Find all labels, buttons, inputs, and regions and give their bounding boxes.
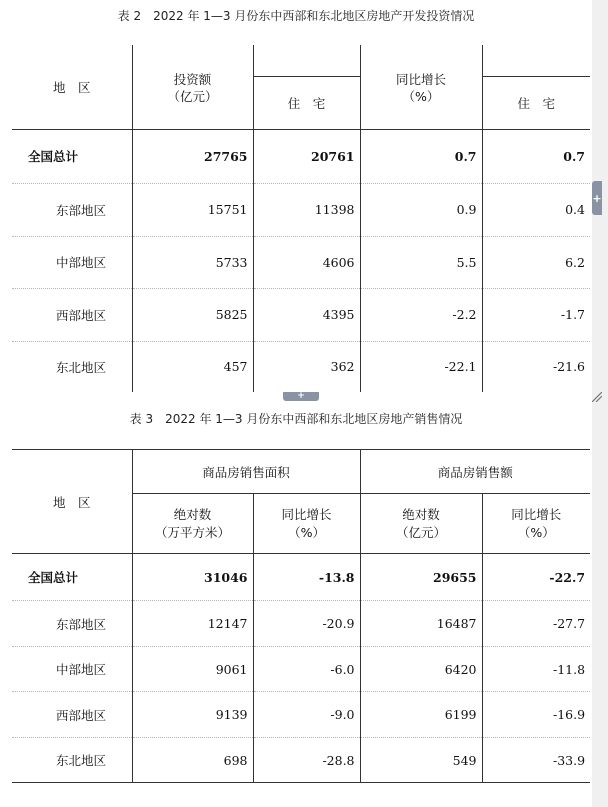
row-value-cell-sales-growth: -22.7	[482, 554, 590, 601]
row-value-cell-investment: 15751	[132, 183, 253, 236]
table-row	[12, 341, 590, 392]
row-value-cell-sales-growth: -16.9	[482, 692, 590, 738]
table-row	[12, 129, 590, 183]
editor-right-edge	[592, 0, 608, 807]
t3-header-area-growth	[253, 494, 360, 554]
row-region-cell: 西部地区	[12, 692, 132, 738]
add-row-handle[interactable]: +	[283, 392, 319, 401]
table-row	[12, 288, 590, 341]
row-region-cell: 中部地区	[12, 647, 132, 692]
table2-investment	[12, 45, 590, 392]
t3-header-sales-group: 商品房销售额	[360, 450, 590, 494]
row-value-cell-investment: 457	[132, 341, 253, 392]
row-value-cell-area-growth: -20.9	[253, 601, 360, 647]
table-row	[12, 183, 590, 236]
t3-header-sales-growth	[482, 494, 590, 554]
row-value-cell-sales-growth: -33.9	[552, 752, 586, 768]
t3-sales-abs-unit: （亿元）	[396, 524, 447, 540]
row-value-cell-sales: 29655	[360, 554, 482, 601]
row-value-cell-sales-growth: -11.8	[482, 647, 590, 692]
t2-header-blank-2	[482, 45, 590, 76]
table-row	[12, 647, 590, 692]
t2-growth-unit: （%）	[402, 89, 440, 104]
row-value-cell-growth-residential: 0.7	[482, 129, 590, 183]
t3-area-abs-label: 绝对数	[173, 506, 212, 522]
t3-sales-growth-unit: （%）	[517, 524, 555, 540]
row-value-cell-area-growth: -13.8	[253, 554, 360, 601]
row-region-cell: 东北地区	[12, 738, 132, 783]
table-row	[12, 738, 590, 783]
row-value-cell-growth-residential: -1.7	[482, 288, 590, 341]
row-value-cell-investment: 5825	[132, 288, 253, 341]
t3-header-area-group: 商品房销售面积	[132, 450, 360, 494]
row-value-cell-area-growth: -9.0	[253, 692, 360, 738]
t3-area-growth-label: 同比增长	[281, 506, 332, 522]
row-value-cell-growth: -2.2	[360, 288, 482, 341]
row-region-cell: 东部地区	[12, 601, 132, 647]
row-value-cell-sales-growth: -27.7	[482, 601, 590, 647]
row-value-cell-growth-residential: -21.6	[552, 359, 585, 375]
row-value-cell-growth: 5.5	[360, 236, 482, 288]
t2-investment-unit: （亿元）	[167, 89, 218, 104]
table-row	[12, 236, 590, 288]
resize-grip-icon[interactable]	[592, 392, 602, 402]
t3-body	[12, 554, 590, 783]
row-value-cell-area-growth: -28.8	[253, 738, 360, 783]
row-value-cell-growth-residential: 0.4	[482, 183, 590, 236]
row-value-cell-area: 9139	[132, 692, 253, 738]
t3-sales-abs-label: 绝对数	[402, 506, 440, 522]
t3-header-sales-abs	[360, 494, 482, 554]
t3-area-growth-unit: （%）	[288, 524, 325, 540]
row-value-cell-residential: 4395	[253, 288, 360, 341]
t2-header-growth-residential: 住 宅	[482, 76, 590, 129]
t2-growth-label: 同比增长	[395, 72, 446, 87]
table3-caption: 表 3 2022 年 1—3 月份东中西部和东北地区房地产销售情况	[129, 412, 463, 426]
t2-header-growth	[360, 45, 482, 129]
t2-header-region: 地 区	[12, 45, 132, 129]
row-value-cell-area-growth: -6.0	[253, 647, 360, 692]
row-value-cell-growth: 0.9	[360, 183, 482, 236]
t2-header-blank-1	[253, 45, 360, 76]
row-region-cell: 东北地区	[12, 341, 132, 392]
row-value-cell-residential: 362	[253, 341, 360, 392]
row-region-cell: 西部地区	[12, 288, 132, 341]
row-region-cell: 全国总计	[12, 554, 132, 601]
row-region-cell: 东部地区	[12, 183, 132, 236]
row-value-cell-area: 9061	[132, 647, 253, 692]
row-value-cell-sales: 16487	[360, 601, 482, 647]
row-value-cell-residential: 4606	[253, 236, 360, 288]
row-value-cell-sales: 6420	[360, 647, 482, 692]
row-value-cell-growth: 0.7	[360, 129, 482, 183]
row-region-cell: 中部地区	[12, 236, 132, 288]
t3-area-abs-unit: （万平方米）	[154, 524, 230, 540]
row-value-cell-sales: 549	[360, 738, 482, 783]
table-row	[12, 692, 590, 738]
add-column-handle[interactable]: +	[592, 181, 602, 215]
row-value-cell-area: 12147	[132, 601, 253, 647]
table2-caption: 表 2 2022 年 1—3 月份东中西部和东北地区房地产开发投资情况	[117, 9, 475, 23]
row-value-cell-residential: 20761	[253, 129, 360, 183]
row-region-cell: 全国总计	[12, 129, 132, 183]
t2-header-residential: 住 宅	[253, 76, 360, 129]
t2-header-investment	[132, 45, 253, 129]
row-value-cell-growth: -22.1	[360, 341, 482, 392]
row-value-cell-growth-residential: 6.2	[482, 236, 590, 288]
row-value-cell-investment: 5733	[132, 236, 253, 288]
row-value-cell-residential: 11398	[253, 183, 360, 236]
t2-investment-label: 投资额	[173, 72, 212, 87]
table-row	[12, 601, 590, 647]
t3-header-area-abs	[132, 494, 253, 554]
row-value-cell-sales: 6199	[360, 692, 482, 738]
row-value-cell-area: 698	[132, 738, 253, 783]
t3-sales-growth-label: 同比增长	[511, 506, 562, 522]
row-value-cell-area: 31046	[132, 554, 253, 601]
t2-body	[12, 129, 590, 392]
table-row	[12, 554, 590, 601]
t3-header-region: 地 区	[12, 450, 132, 554]
row-value-cell-investment: 27765	[132, 129, 253, 183]
table3-sales	[12, 449, 590, 783]
